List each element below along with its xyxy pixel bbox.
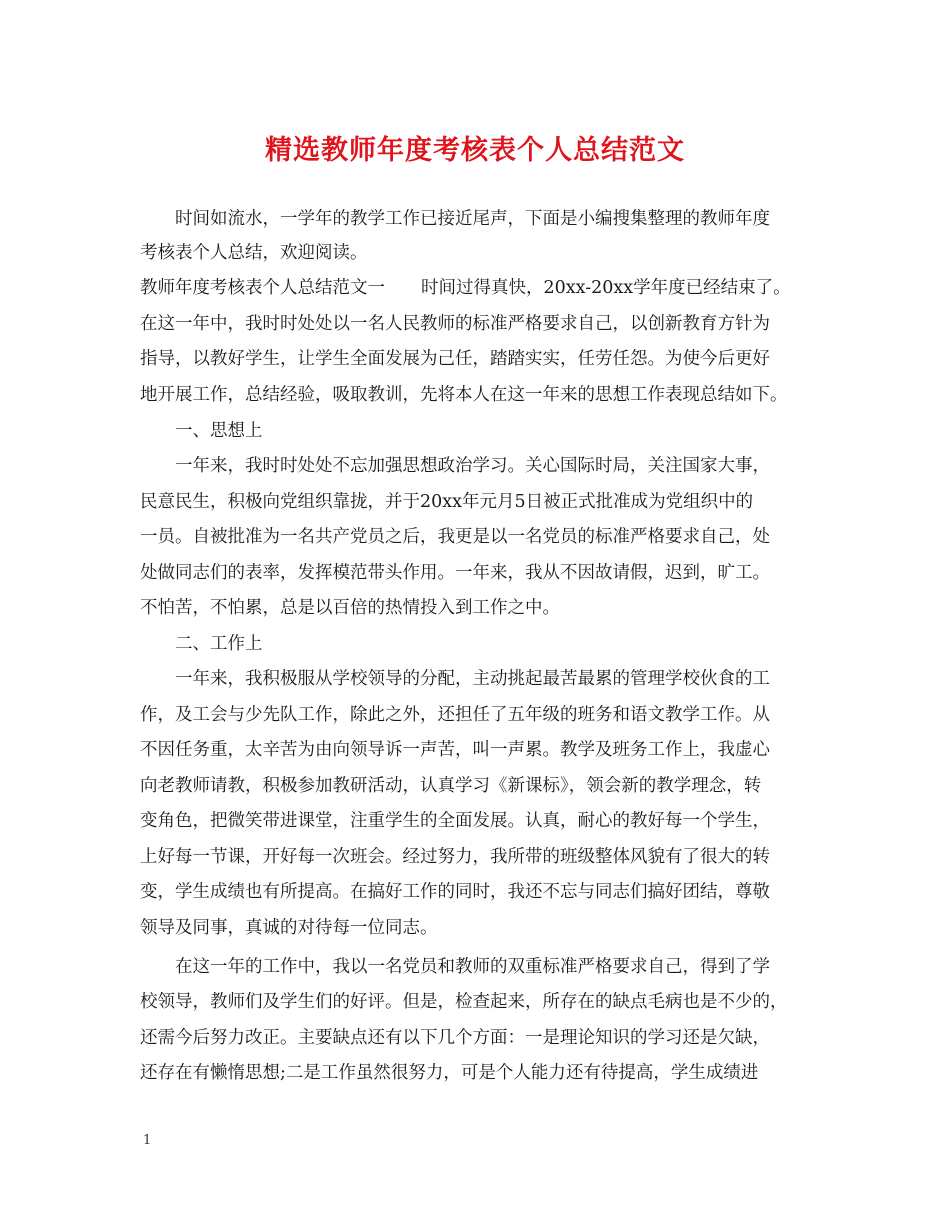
section-heading: 二、工作上 [140, 634, 263, 654]
section-heading-inline: 教师年度考核表个人总结范文一 [140, 278, 385, 298]
paragraph-line: 一年来，我时时处处不忘加强思想政治学习。关心国际时局，关注国家大事， [140, 456, 770, 476]
paragraph-line: 还存在有懒惰思想;二是工作虽然很努力，可是个人能力还有待提高，学生成绩进 [140, 1063, 759, 1083]
paragraph-line: 一员。自被批准为一名共产党员之后，我更是以一名党员的标准严格要求自己，处 [140, 527, 770, 547]
paragraph-line: 一年来，我积极服从学校领导的分配，主动挑起最苦最累的管理学校伙食的工 [140, 669, 770, 689]
paragraph-line: 民意民生，积极向党组织靠拢，并于20xx年元月5日被正式批准成为党组织中的 [140, 492, 754, 512]
paragraph-line: 处做同志们的表率，发挥模范带头作用。一年来，我从不因故请假，迟到，旷工。 [140, 563, 770, 583]
paragraph-line: 变角色，把微笑带进课堂，注重学生的全面发展。认真，耐心的教好每一个学生， [140, 811, 770, 831]
paragraph-line: 变，学生成绩也有所提高。在搞好工作的同时，我还不忘与同志们搞好团结，尊敬 [140, 882, 770, 902]
paragraph-line: 向老教师请教，积极参加教研活动，认真学习《新课标》，领会新的教学理念，转 [140, 776, 762, 796]
paragraph-line: 在这一年中，我时时处处以一名人民教师的标准严格要求自己，以创新教育方针为 [140, 314, 770, 334]
paragraph-line: 不怕苦，不怕累，总是以百倍的热情投入到工作之中。 [140, 598, 560, 618]
page-number: 1 [143, 1133, 152, 1148]
paragraph-line: 校领导，教师们及学生们的好评。但是，检查起来，所存在的缺点毛病也是不少的， [140, 992, 788, 1012]
paragraph-line: 时间如流水，一学年的教学工作已接近尾声，下面是小编搜集整理的教师年度 [140, 209, 770, 229]
paragraph-line: 领导及同事，真诚的对待每一位同志。 [140, 918, 438, 938]
paragraph-line: 指导，以教好学生，让学生全面发展为己任，踏踏实实，任劳任怨。为使今后更好 [140, 349, 770, 369]
paragraph-line: 考核表个人总结，欢迎阅读。 [140, 243, 368, 263]
section-heading: 一、思想上 [140, 421, 263, 441]
paragraph-line: 还需今后努力改正。主要缺点还有以下几个方面：一是理论知识的学习还是欠缺， [140, 1028, 770, 1048]
paragraph-line: 不因任务重，太辛苦为由向领导诉一声苦，叫一声累。教学及班务工作上，我虚心 [140, 740, 770, 760]
paragraph-line-split [140, 275, 840, 301]
paragraph-text-inline: 时间过得真快，20xx-20xx学年度已经结束了。 [421, 278, 791, 298]
paragraph-line: 作，及工会与少先队工作，除此之外，还担任了五年级的班务和语文教学工作。从 [140, 705, 770, 725]
paragraph-line: 在这一年的工作中，我以一名党员和教师的双重标准严格要求自己，得到了学 [140, 957, 770, 977]
document-title: 精选教师年度考核表个人总结范文 [265, 135, 685, 166]
paragraph-line: 地开展工作，总结经验，吸取教训，先将本人在这一年来的思想工作表现总结如下。 [140, 385, 788, 405]
paragraph-line: 上好每一节课，开好每一次班会。经过努力，我所带的班级整体风貌有了很大的转 [140, 847, 770, 867]
